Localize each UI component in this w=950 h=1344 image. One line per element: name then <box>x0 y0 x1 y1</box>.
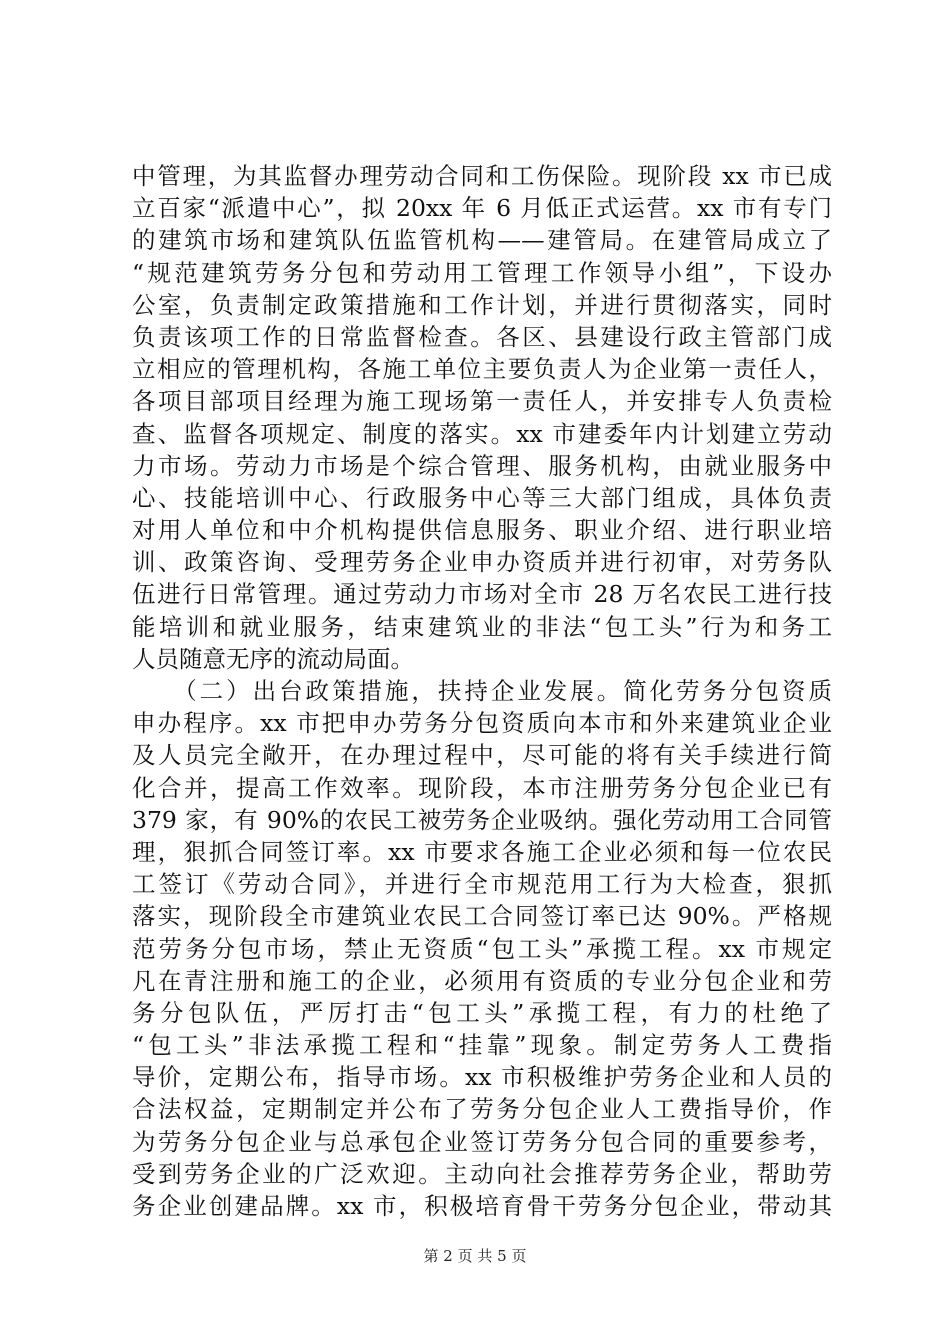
text-line: 为劳务分包企业与总承包企业签订劳务分包合同的重要参考， <box>132 1127 832 1156</box>
text-line: 工签订《劳动合同》，并进行全市规范用工行为大检查，狠抓 <box>132 870 832 899</box>
text-line: 中管理，为其监督办理劳动合同和工伤保险。现阶段 xx 市已成 <box>132 162 832 190</box>
text-line: 心、技能培训中心、行政服务中心等三大部门组成，具体负责 <box>132 483 832 512</box>
text-line: 申办程序。xx 市把申办劳务分包资质向本市和外来建筑业企业 <box>132 709 832 738</box>
text-line: （二）出台政策措施，扶持企业发展。简化劳务分包资质 <box>132 677 832 705</box>
text-line: 理，狠抓合同签订率。xx 市要求各施工企业必须和每一位农民 <box>132 837 832 866</box>
text-line: 查、监督各项规定、制度的落实。xx 市建委年内计划建立劳动 <box>132 419 832 448</box>
text-line: 能培训和就业服务，结束建筑业的非法“包工头”行为和务工 <box>132 612 832 641</box>
text-line: 对用人单位和中介机构提供信息服务、职业介绍、进行职业培 <box>132 516 832 545</box>
text-line: 立百家“派遣中心”，拟 20xx 年 6 月低正式运营。xx 市有专门 <box>132 194 832 223</box>
text-line: 化合并，提高工作效率。现阶段，本市注册劳务分包企业已有 <box>132 773 832 802</box>
text-line: 人员随意无序的流动局面。 <box>132 644 414 673</box>
text-line: 各项目部项目经理为施工现场第一责任人，并安排专人负责检 <box>132 387 832 416</box>
text-line: “包工头”非法承揽工程和“挂靠”现象。制定劳务人工费指 <box>132 1031 832 1060</box>
text-line: 公室，负责制定政策措施和工作计划，并进行贯彻落实，同时 <box>132 290 832 319</box>
text-line: 落实，现阶段全市建筑业农民工合同签订率已达 90%。严格规 <box>132 902 832 931</box>
text-line: 训、政策咨询、受理劳务企业申办资质并进行初审，对劳务队 <box>132 548 832 577</box>
text-line: 范劳务分包市场，禁止无资质“包工头”承揽工程。xx 市规定 <box>132 934 832 963</box>
page-footer: 第 2 页 共 5 页 <box>423 1247 527 1265</box>
text-line: 务企业创建品牌。xx 市，积极培育骨干劳务分包企业，带动其 <box>132 1192 832 1220</box>
text-line: 立相应的管理机构，各施工单位主要负责人为企业第一责任人， <box>132 355 832 384</box>
text-line: 凡在青注册和施工的企业，必须用有资质的专业分包企业和劳 <box>132 966 832 995</box>
text-line: 合法权益，定期制定并公布了劳务分包企业人工费指导价，作 <box>132 1095 832 1124</box>
text-line: 伍进行日常管理。通过劳动力市场对全市 28 万名农民工进行技 <box>132 580 832 609</box>
text-line: 及人员完全敞开，在办理过程中，尽可能的将有关手续进行简 <box>132 741 832 770</box>
text-line: 的建筑市场和建筑队伍监管机构——建管局。在建管局成立了 <box>132 226 832 255</box>
text-line: “规范建筑劳务分包和劳动用工管理工作领导小组”，下设办 <box>132 258 832 287</box>
document-body <box>132 160 832 1222</box>
text-line: 379 家，有 90%的农民工被劳务企业吸纳。强化劳动用工合同管 <box>132 805 832 834</box>
text-line: 导价，定期公布，指导市场。xx 市积极维护劳务企业和人员的 <box>132 1063 832 1092</box>
text-line: 力市场。劳动力市场是个综合管理、服务机构，由就业服务中 <box>132 451 832 480</box>
text-line: 负责该项工作的日常监督检查。各区、县建设行政主管部门成 <box>132 322 832 351</box>
text-line: 务分包队伍，严厉打击“包工头”承揽工程，有力的杜绝了 <box>132 998 832 1027</box>
text-line: 受到劳务企业的广泛欢迎。主动向社会推荐劳务企业，帮助劳 <box>132 1159 832 1188</box>
